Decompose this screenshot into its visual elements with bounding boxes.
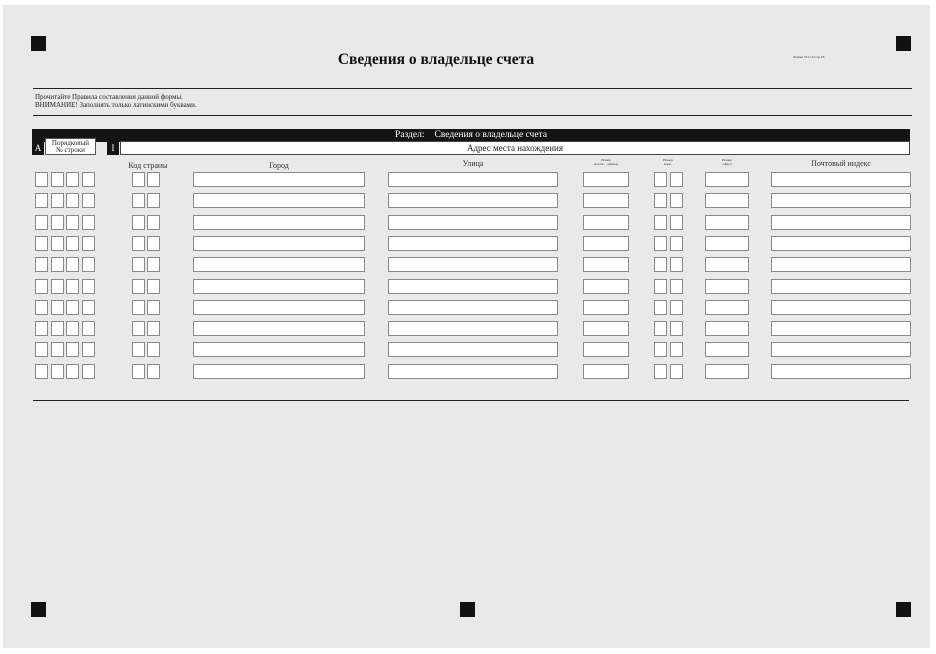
column-header-street: Улица xyxy=(462,159,484,168)
building-cell[interactable] xyxy=(670,279,683,294)
city-field[interactable] xyxy=(193,342,365,357)
city-field[interactable] xyxy=(193,257,365,272)
postal-code-field[interactable] xyxy=(771,193,911,208)
row-number-label xyxy=(45,138,96,155)
house-field[interactable] xyxy=(583,300,629,315)
registration-marker-top-left xyxy=(31,36,46,51)
column-header-building-line: Номер xyxy=(663,158,673,162)
city-field[interactable] xyxy=(193,300,365,315)
column-header-country-code: Код страны xyxy=(128,161,168,170)
row-number-cell[interactable] xyxy=(82,300,95,315)
street-field[interactable] xyxy=(388,279,558,294)
street-field[interactable] xyxy=(388,215,558,230)
row-number-cell[interactable] xyxy=(35,279,48,294)
country-code-cell[interactable] xyxy=(132,300,145,315)
house-field[interactable] xyxy=(583,257,629,272)
building-cell[interactable] xyxy=(654,279,667,294)
registration-marker-bottom-right xyxy=(896,602,911,617)
row-number-cell[interactable] xyxy=(66,342,79,357)
row-number-cell[interactable] xyxy=(35,236,48,251)
street-field[interactable] xyxy=(388,257,558,272)
country-code-cell[interactable] xyxy=(132,279,145,294)
office-field[interactable] xyxy=(705,172,749,187)
row-number-cell[interactable] xyxy=(35,193,48,208)
country-code-cell[interactable] xyxy=(132,236,145,251)
row-number-cell[interactable] xyxy=(51,215,64,230)
postal-code-field[interactable] xyxy=(771,364,911,379)
office-field[interactable] xyxy=(705,321,749,336)
postal-code-field[interactable] xyxy=(771,236,911,251)
row-number-cell[interactable] xyxy=(82,215,95,230)
row-number-cell[interactable] xyxy=(35,215,48,230)
country-code-cell[interactable] xyxy=(147,321,160,336)
house-field[interactable] xyxy=(583,236,629,251)
street-field[interactable] xyxy=(388,342,558,357)
building-cell[interactable] xyxy=(670,236,683,251)
office-field[interactable] xyxy=(705,300,749,315)
country-code-cell[interactable] xyxy=(132,193,145,208)
street-field[interactable] xyxy=(388,300,558,315)
row-number-cell[interactable] xyxy=(51,342,64,357)
column-header-building xyxy=(653,158,683,166)
building-cell[interactable] xyxy=(654,172,667,187)
country-code-cell[interactable] xyxy=(132,257,145,272)
building-cell[interactable] xyxy=(654,236,667,251)
country-code-cell[interactable] xyxy=(147,172,160,187)
row-number-cell[interactable] xyxy=(66,257,79,272)
country-code-cell[interactable] xyxy=(147,364,160,379)
row-number-cell[interactable] xyxy=(66,364,79,379)
row-number-cell[interactable] xyxy=(35,300,48,315)
house-field[interactable] xyxy=(583,364,629,379)
building-cell[interactable] xyxy=(654,215,667,230)
building-cell[interactable] xyxy=(670,172,683,187)
country-code-cell[interactable] xyxy=(147,215,160,230)
postal-code-field[interactable] xyxy=(771,300,911,315)
section-label: Раздел: xyxy=(394,130,425,140)
country-code-cell[interactable] xyxy=(147,300,160,315)
building-cell[interactable] xyxy=(654,342,667,357)
row-number-label-line: № строки xyxy=(56,146,85,154)
row-number-cell[interactable] xyxy=(82,236,95,251)
street-field[interactable] xyxy=(388,321,558,336)
office-field[interactable] xyxy=(705,342,749,357)
country-code-cell[interactable] xyxy=(147,257,160,272)
divider-top xyxy=(33,88,912,89)
row-number-cell[interactable] xyxy=(51,172,64,187)
office-field[interactable] xyxy=(705,193,749,208)
country-code-cell[interactable] xyxy=(132,364,145,379)
house-field[interactable] xyxy=(583,279,629,294)
city-field[interactable] xyxy=(193,321,365,336)
city-field[interactable] xyxy=(193,279,365,294)
country-code-cell[interactable] xyxy=(147,193,160,208)
office-field[interactable] xyxy=(705,364,749,379)
badge-a: A xyxy=(32,142,44,155)
column-header-house-sub: дом кв. xyxy=(593,162,605,166)
building-cell[interactable] xyxy=(670,193,683,208)
row-number-cell[interactable] xyxy=(51,364,64,379)
row-number-cell[interactable] xyxy=(82,364,95,379)
row-number-cell[interactable] xyxy=(51,321,64,336)
row-number-cell[interactable] xyxy=(51,236,64,251)
office-field[interactable] xyxy=(705,257,749,272)
form-title: Сведения о владельце счета xyxy=(337,51,535,68)
country-code-cell[interactable] xyxy=(132,321,145,336)
row-number-cell[interactable] xyxy=(82,257,95,272)
instruction-line: Прочитайте Правила составления данной формы. xyxy=(35,93,184,101)
country-code-cell[interactable] xyxy=(132,342,145,357)
column-header-house-line: Номер xyxy=(601,158,611,162)
row-number-label-line: Порядковый xyxy=(51,139,90,147)
row-number-cell[interactable] xyxy=(82,342,95,357)
postal-code-field[interactable] xyxy=(771,342,911,357)
column-header-office-line: офиса xyxy=(722,162,732,166)
building-cell[interactable] xyxy=(670,321,683,336)
form-code: Форма 531.13 Стр.18 xyxy=(793,55,825,59)
row-number-cell[interactable] xyxy=(35,172,48,187)
divider-instructions xyxy=(33,115,912,116)
registration-marker-top-right xyxy=(896,36,911,51)
country-code-cell[interactable] xyxy=(132,172,145,187)
row-number-cell[interactable] xyxy=(51,193,64,208)
building-cell[interactable] xyxy=(670,342,683,357)
postal-code-field[interactable] xyxy=(771,279,911,294)
row-number-cell[interactable] xyxy=(66,215,79,230)
row-number-cell[interactable] xyxy=(51,300,64,315)
row-number-cell[interactable] xyxy=(35,342,48,357)
divider-bottom xyxy=(33,400,909,401)
row-number-cell[interactable] xyxy=(51,279,64,294)
column-header-house-sub: данные xyxy=(607,162,619,166)
city-field[interactable] xyxy=(193,215,365,230)
city-field[interactable] xyxy=(193,193,365,208)
address-title-bar: Адрес места нахождения xyxy=(120,141,910,155)
row-number-cell[interactable] xyxy=(66,193,79,208)
building-cell[interactable] xyxy=(670,215,683,230)
house-field[interactable] xyxy=(583,321,629,336)
city-field[interactable] xyxy=(193,172,365,187)
street-field[interactable] xyxy=(388,172,558,187)
row-number-cell[interactable] xyxy=(82,172,95,187)
row-number-cell[interactable] xyxy=(82,193,95,208)
badge-i: I xyxy=(107,141,119,155)
office-field[interactable] xyxy=(705,236,749,251)
building-cell[interactable] xyxy=(654,193,667,208)
office-field[interactable] xyxy=(705,215,749,230)
column-header-building-line: корп. xyxy=(664,162,672,166)
row-number-cell[interactable] xyxy=(66,321,79,336)
row-number-cell[interactable] xyxy=(51,257,64,272)
column-header-city: Город xyxy=(269,161,289,170)
row-number-cell[interactable] xyxy=(35,257,48,272)
house-field[interactable] xyxy=(583,193,629,208)
column-header-office-line: Номер xyxy=(722,158,732,162)
section-name: Сведения о владельце счета xyxy=(434,130,548,140)
postal-code-field[interactable] xyxy=(771,257,911,272)
column-header-postal-code: Почтовый индекс xyxy=(811,159,871,168)
row-number-cell[interactable] xyxy=(66,172,79,187)
postal-code-field[interactable] xyxy=(771,321,911,336)
building-cell[interactable] xyxy=(670,364,683,379)
building-cell[interactable] xyxy=(670,300,683,315)
country-code-cell[interactable] xyxy=(132,215,145,230)
country-code-cell[interactable] xyxy=(147,342,160,357)
row-number-cell[interactable] xyxy=(35,364,48,379)
building-cell[interactable] xyxy=(670,257,683,272)
house-field[interactable] xyxy=(583,215,629,230)
column-header-office xyxy=(705,158,749,166)
street-field[interactable] xyxy=(388,236,558,251)
instruction-line: ВНИМАНИЕ! Заполнять только латинскими буквами. xyxy=(35,100,197,109)
row-number-cell[interactable] xyxy=(66,279,79,294)
row-number-cell[interactable] xyxy=(66,300,79,315)
column-header-house xyxy=(583,158,629,166)
building-cell[interactable] xyxy=(654,321,667,336)
form-sheet xyxy=(3,5,930,648)
row-number-cell[interactable] xyxy=(82,279,95,294)
instructions xyxy=(35,94,197,109)
row-number-cell[interactable] xyxy=(82,321,95,336)
city-field[interactable] xyxy=(193,236,365,251)
office-field[interactable] xyxy=(705,279,749,294)
building-cell[interactable] xyxy=(654,300,667,315)
building-cell[interactable] xyxy=(654,257,667,272)
registration-marker-bottom-center xyxy=(460,602,475,617)
column-header-house-line xyxy=(583,162,629,166)
street-field[interactable] xyxy=(388,364,558,379)
registration-marker-bottom-left xyxy=(31,602,46,617)
country-code-cell[interactable] xyxy=(147,236,160,251)
postal-code-field[interactable] xyxy=(771,172,911,187)
row-number-cell[interactable] xyxy=(35,321,48,336)
street-field[interactable] xyxy=(388,193,558,208)
building-cell[interactable] xyxy=(654,364,667,379)
country-code-cell[interactable] xyxy=(147,279,160,294)
house-field[interactable] xyxy=(583,342,629,357)
row-number-cell[interactable] xyxy=(66,236,79,251)
city-field[interactable] xyxy=(193,364,365,379)
postal-code-field[interactable] xyxy=(771,215,911,230)
house-field[interactable] xyxy=(583,172,629,187)
